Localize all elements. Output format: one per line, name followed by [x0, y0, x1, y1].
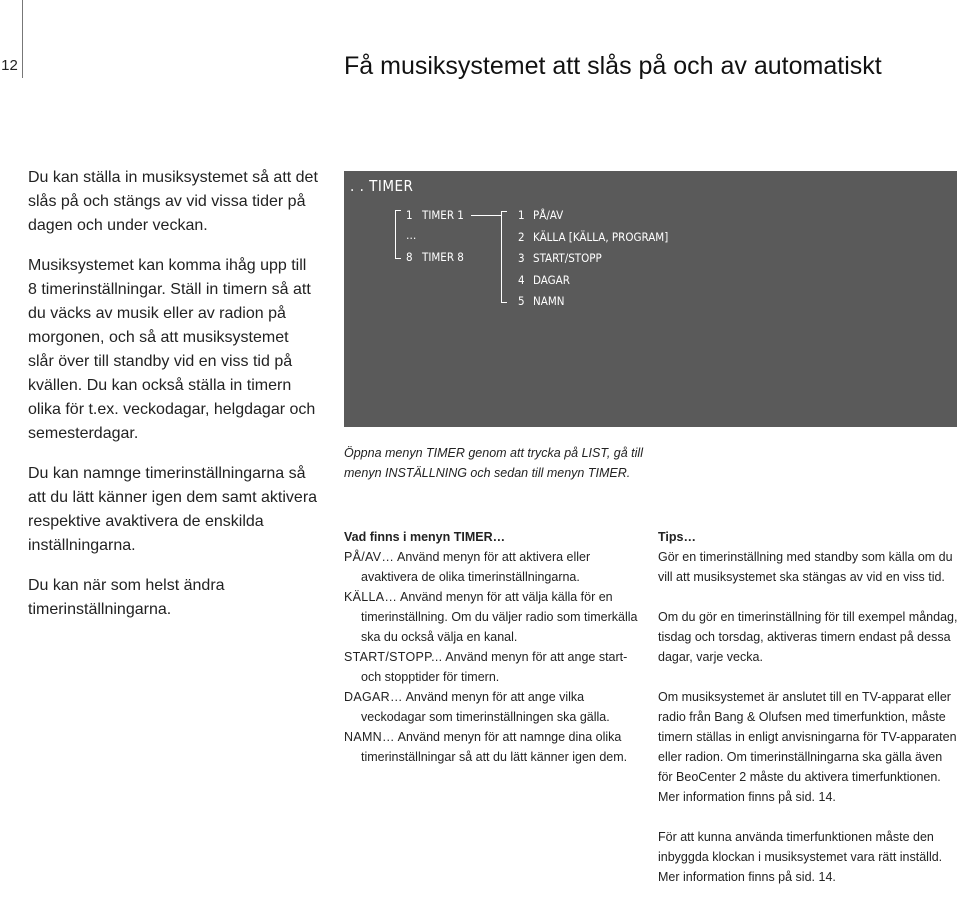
menu-l1-ellipsis: …: [406, 228, 417, 242]
menu-l2-label-5: NAMN: [533, 294, 565, 308]
menu-l2-label-1: PÅ/AV: [533, 208, 564, 222]
entry-text: Använd menyn för att aktivera eller avaktivera de olika timerinställningarna.: [361, 550, 591, 584]
page-number: 12: [1, 57, 18, 74]
menu-l2-num-5: 5: [518, 294, 525, 308]
entry-key: KÄLLA…: [344, 590, 398, 604]
menu-l2-label-3: START/STOPP: [533, 251, 602, 265]
intro-paragraph: Du kan ställa in musiksystemet så att det slås på och stängs av vid vissa tider på dagen och under veckan.: [28, 169, 318, 234]
menu-l1-label-8: TIMER 8: [422, 250, 464, 264]
tips-heading: Tips…: [658, 530, 696, 544]
intro-paragraph: Du kan namnge timerinställningarna så att du lätt känner igen dem samt aktivera respektive avaktivera de enskilda inställningarna.: [28, 465, 318, 554]
entry-text: Använd menyn för att ange start- och stopptider för timern.: [361, 650, 628, 684]
menu-l1-label-1: TIMER 1: [422, 208, 464, 222]
tips-section: [658, 527, 958, 907]
diagram-caption: Öppna menyn TIMER genom att trycka på LIST, gå till menyn INSTÄLLNING och sedan till menyn TIMER.: [344, 446, 643, 480]
entry-key: START/STOPP...: [344, 650, 443, 664]
intro-paragraph: Musiksystemet kan komma ihåg upp till 8 timerinställningar. Ställ in timern så att du väcks av musik eller av radion på morgonen, och så att musiksystemet slår över till standby vid en viss tid på kvällen. Du kan också ställa in timern olika för t.ex. veckodagar, helgdagar och semesterdagar.: [28, 257, 316, 442]
tree-line-l2-vertical: [501, 211, 502, 303]
menu-l2-num-1: 1: [518, 208, 525, 222]
menu-entry-namn: [344, 727, 644, 767]
tree-line-l1-vertical: [395, 210, 396, 258]
entry-text: Använd menyn för att ange vilka veckodagar som timerinställningen ska gälla.: [361, 690, 610, 724]
entry-key: PÅ/AV…: [344, 550, 395, 564]
tree-line-l1-top: [395, 210, 401, 211]
tip-paragraph: Gör en timerinställning med standby som källa om du vill att musiksystemet ska stängas av vid en viss tid.: [658, 550, 953, 584]
entry-key: NAMN…: [344, 730, 395, 744]
menu-entry-dagar: [344, 687, 644, 727]
menu-l2-num-4: 4: [518, 273, 525, 287]
menu-entry-kalla: [344, 587, 644, 647]
menu-l1-num-8: 8: [406, 250, 413, 264]
tree-connector: [471, 215, 501, 216]
menu-contents-heading: Vad finns i menyn TIMER…: [344, 530, 506, 544]
tree-line-l2-top: [501, 211, 507, 212]
intro-text: [28, 166, 318, 638]
tip-paragraph: För att kunna använda timerfunktionen måste den inbyggda klockan i musiksystemet vara rätt inställd. Mer information finns på sid. 14.: [658, 830, 943, 884]
menu-l2-num-3: 3: [518, 251, 525, 265]
menu-l2-label-2: KÄLLA [KÄLLA, PROGRAM]: [533, 230, 669, 244]
page-title: Få musiksystemet att slås på och av automatiskt: [344, 52, 882, 80]
menu-contents-section: [344, 527, 644, 767]
intro-paragraph: Du kan när som helst ändra timerinställningarna.: [28, 577, 225, 618]
menu-entry-pa-av: [344, 547, 644, 587]
entry-text: Använd menyn för att namnge dina olika timerinställningar så att du lätt känner igen dem.: [361, 730, 628, 764]
menu-entry-start-stopp: [344, 647, 644, 687]
tree-line-l1-bottom: [395, 258, 401, 259]
tip-paragraph: Om du gör en timerinställning för till exempel måndag, tisdag och torsdag, aktiveras timern endast på dessa dagar, varje vecka.: [658, 610, 958, 664]
page-divider: [22, 0, 23, 78]
tip-paragraph: Om musiksystemet är anslutet till en TV-apparat eller radio från Bang & Olufsen med timerfunktion, måste timern ställas in enligt anvisningarna för TV-apparaten eller radion. Om timerinställningarna ska gälla även för BeoCenter 2 måste du aktivera timerfunktionen. Mer information finns på sid. 14.: [658, 690, 957, 804]
entry-text: Använd menyn för att välja källa för en timerinställning. Om du väljer radio som timerkälla ska du också välja en kanal.: [361, 590, 638, 644]
menu-l2-label-4: DAGAR: [533, 273, 570, 287]
tree-line-l2-bottom: [501, 302, 507, 303]
menu-l2-num-2: 2: [518, 230, 525, 244]
menu-l1-num-1: 1: [406, 208, 413, 222]
timer-menu-diagram: [344, 171, 957, 427]
entry-key: DAGAR…: [344, 690, 403, 704]
menu-title: . . TIMER: [350, 177, 414, 195]
